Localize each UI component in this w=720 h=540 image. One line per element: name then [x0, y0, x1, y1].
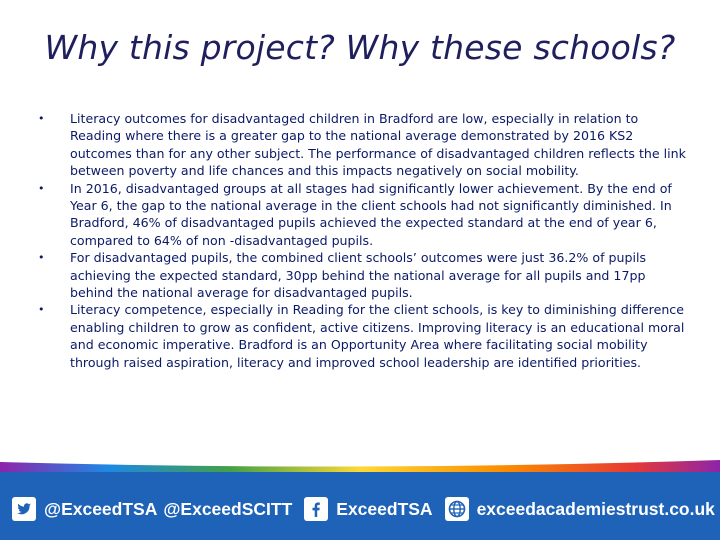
bullet-marker: •: [38, 251, 45, 265]
bullet-text: Literacy outcomes for disadvantaged children in Bradford are low, especially in relation to Reading where there is a greater gap to the national average demonstrated by 2016 KS2 outcomes than for any other subject. The performance of disadvantaged children reflects the link between poverty and life chances and this impacts negatively on social mobility.: [70, 111, 686, 179]
globe-icon[interactable]: [445, 497, 469, 521]
slide-title: Why this project? Why these schools?: [44, 28, 676, 67]
bullet-text: Literacy competence, especially in Reading for the client schools, is key to diminishing difference enabling children to grow as confident, active citizens. Improving literacy is an educational moral and economic imperative. Bradford is an Opportunity Area where facilitating social mobility through raised aspiration, literacy and improved school leadership are identified priorities.: [70, 302, 685, 370]
bullet-marker: •: [38, 112, 45, 125]
website-link[interactable]: exceedacademiestrust.co.uk: [476, 498, 715, 519]
twitter-bird-icon[interactable]: [12, 497, 36, 521]
bullet-item: [38, 180, 688, 250]
twitter-handle-exceedtsa[interactable]: @ExceedTSA: [44, 498, 158, 519]
rainbow-swoosh: [0, 458, 720, 472]
facebook-page-name[interactable]: ExceedTSA: [336, 498, 433, 519]
footer-bar: [0, 472, 720, 540]
facebook-f-icon[interactable]: [304, 497, 328, 521]
bullet-text: In 2016, disadvantaged groups at all stages had significantly lower achievement. By the end of Year 6, the gap to the national average in the client schools had not significantly diminished. In Bradford, 46% of disadvantaged pupils achieved the expected standard at the end of year 6, compared to 64% of non -disadvantaged pupils.: [70, 180, 672, 248]
bullet-item: [38, 301, 688, 371]
bullet-list: [38, 110, 688, 371]
bullet-text: For disadvantaged pupils, the combined client schools’ outcomes were just 36.2% of pupils achieving the expected standard, 30pp behind the national average for all pupils and 17pp behind the national average for disadvantaged pupils.: [70, 250, 647, 301]
bullet-marker: •: [38, 303, 45, 317]
bullet-item: [38, 249, 688, 301]
twitter-handle-exceedscitt[interactable]: @ExceedSCITT: [163, 498, 293, 519]
bullet-item: [38, 110, 688, 180]
footer-contacts: [12, 496, 715, 522]
bullet-marker: •: [38, 181, 45, 195]
